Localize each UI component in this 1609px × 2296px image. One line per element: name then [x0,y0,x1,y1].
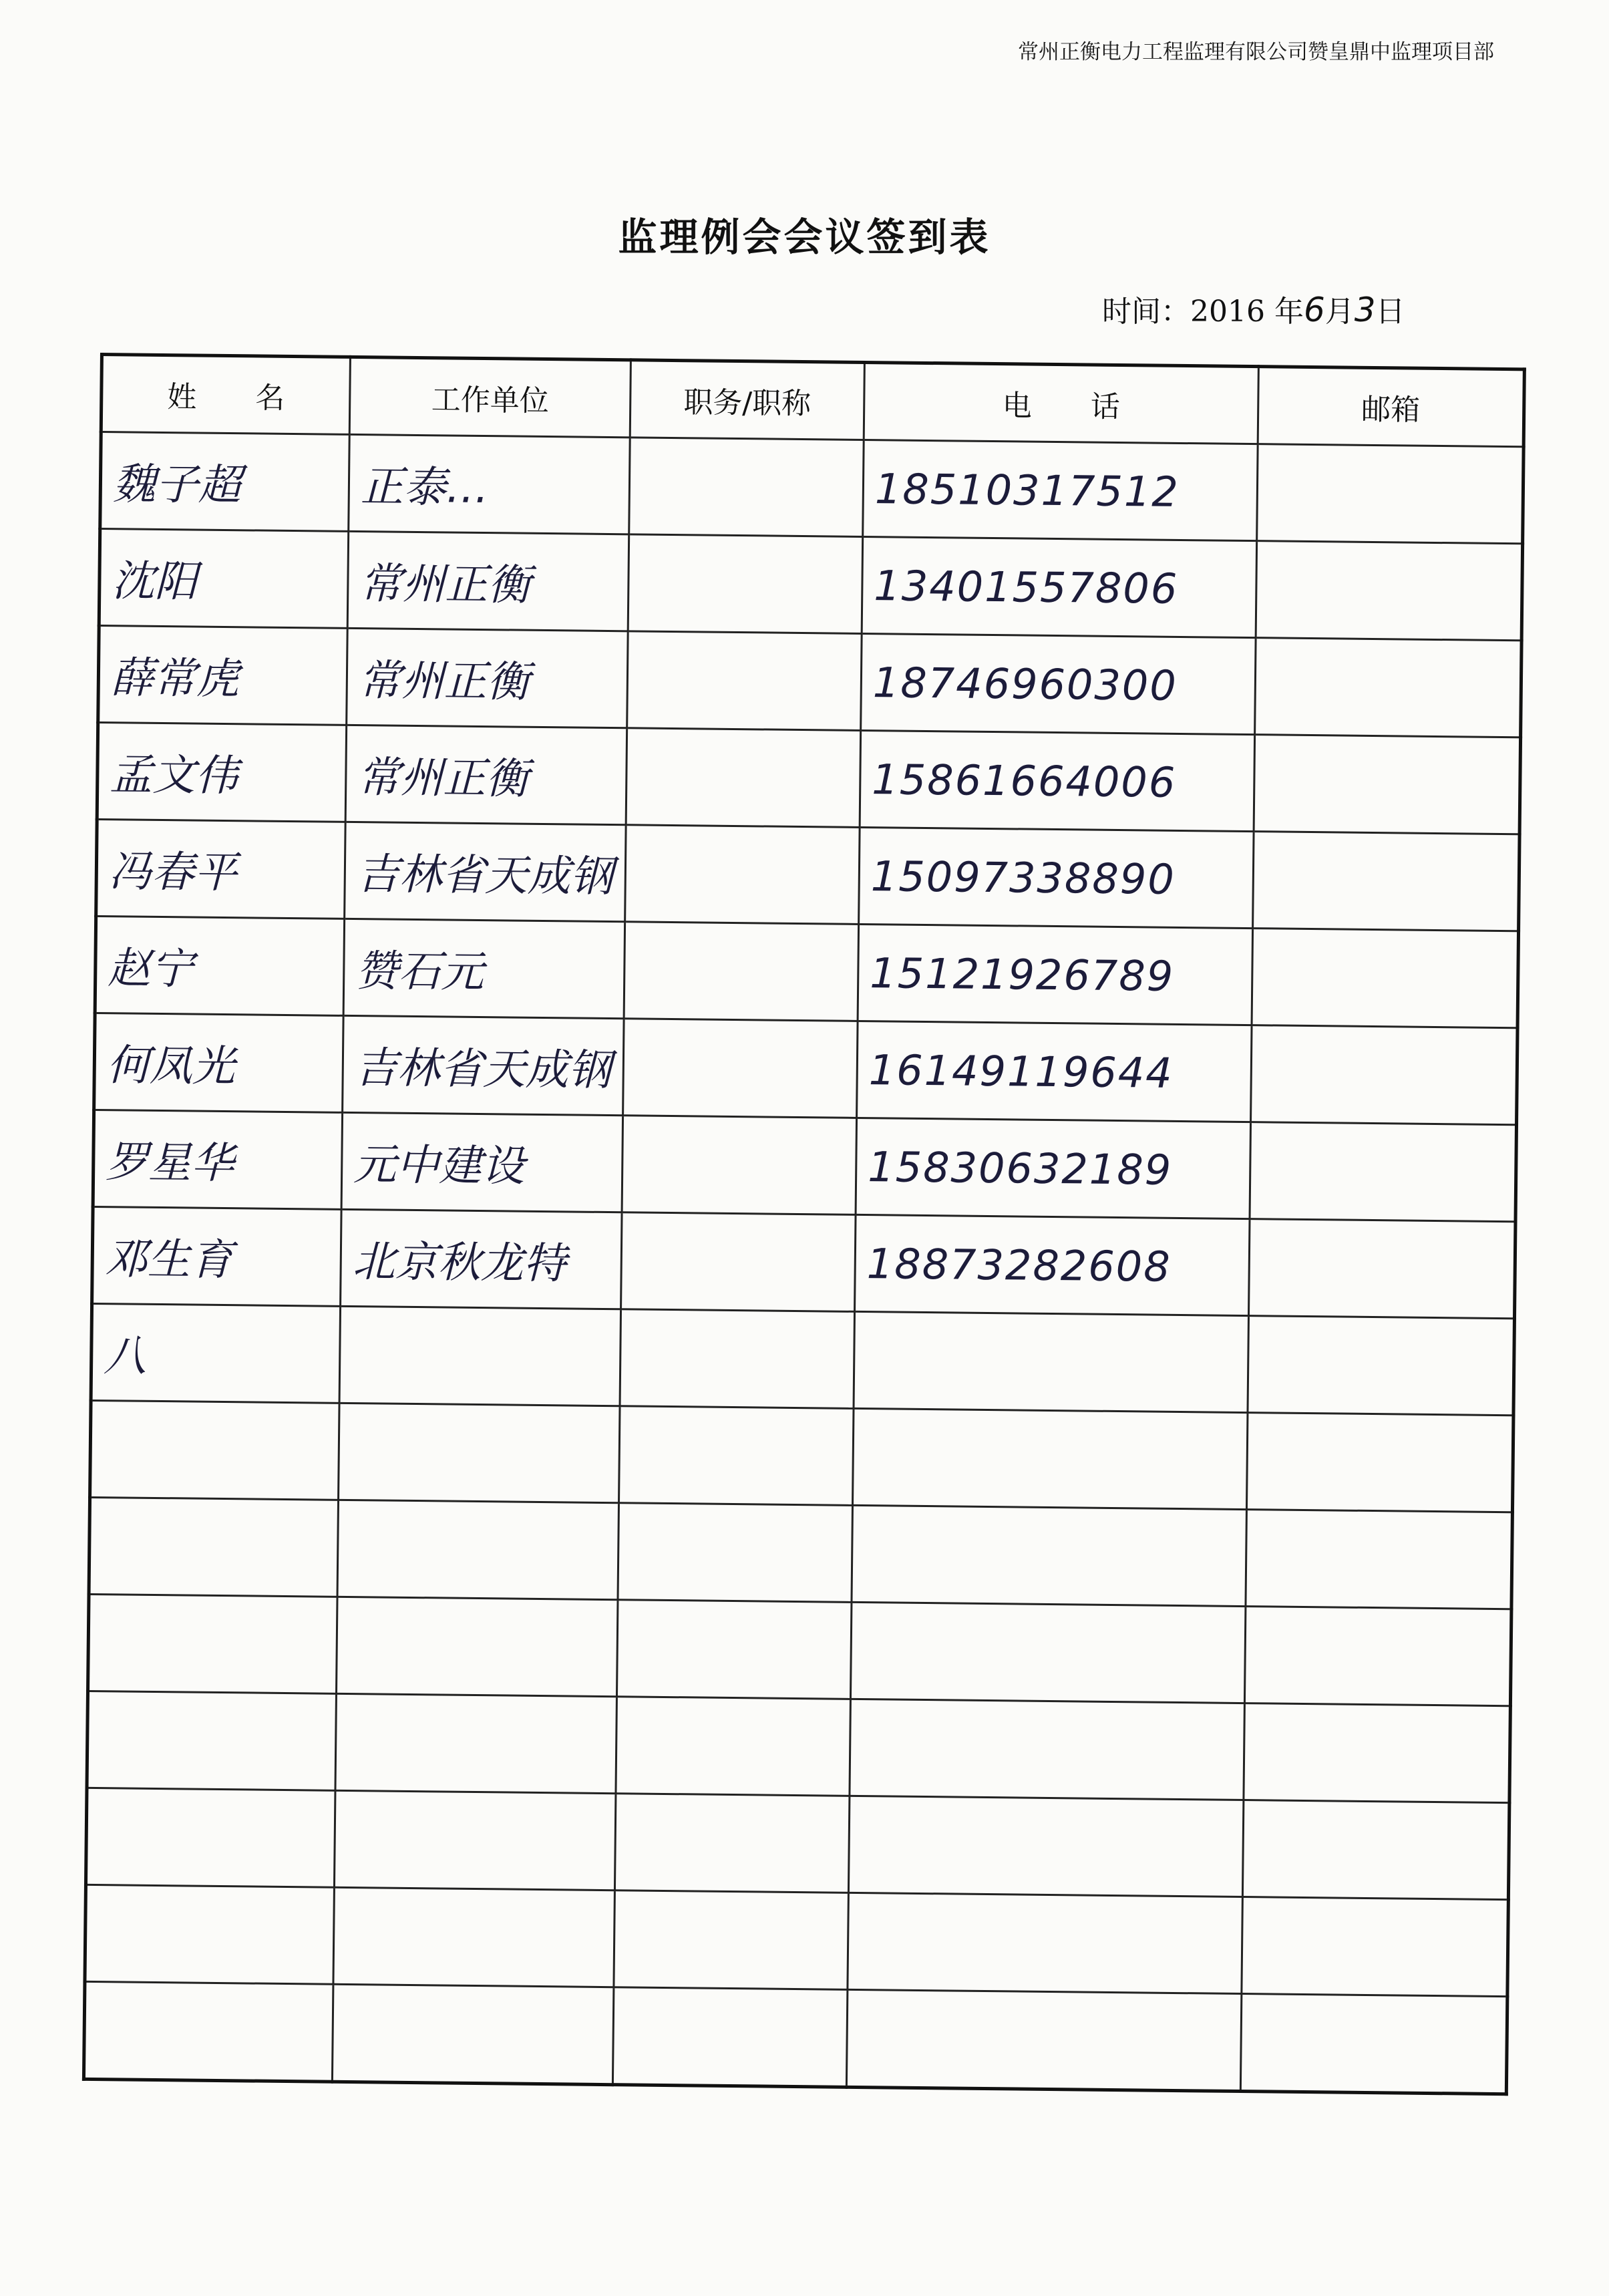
meeting-date [1102,287,1405,330]
cell-email [1256,541,1522,641]
cell-unit [337,1500,618,1599]
table-body [83,432,1524,2094]
table-header-row [101,355,1524,447]
cell-unit [339,1306,620,1406]
cell-email [1246,1510,1512,1609]
cell-name [83,1981,333,2082]
date-day-unit: 日 [1375,295,1405,329]
cell-position [623,1019,858,1118]
cell-phone: 15830632189 [856,1118,1250,1218]
cell-unit: 吉林省天成钢 [343,1015,624,1115]
date-month-unit: 月 [1324,295,1355,329]
cell-phone [852,1408,1247,1509]
cell-phone [852,1505,1246,1606]
cell-position [614,1794,849,1893]
header-unit: 工作单位 [349,357,631,437]
cell-position [628,534,862,634]
cell-phone: 18510317512 [863,440,1258,540]
table-row [100,432,1524,544]
cell-name [89,1497,338,1597]
cell-unit: 北京秋龙特 [341,1209,622,1309]
cell-name: 八 [91,1303,340,1403]
table-row [96,819,1519,931]
cell-unit [332,1984,614,2084]
cell-unit [333,1887,614,1987]
cell-email [1253,832,1519,931]
header-email: 邮箱 [1258,367,1524,447]
cell-email [1254,735,1520,834]
cell-unit: 常州正衡 [347,628,628,727]
table-row [91,1303,1514,1415]
cell-unit: 赞石元 [343,919,624,1018]
cell-email [1257,444,1524,544]
cell-unit: 正泰… [349,434,630,534]
date-prefix: 时间：2016 年 [1102,295,1304,329]
cell-name: 魏子超 [100,432,349,532]
table-row [93,1110,1516,1221]
cell-phone: 13401557806 [862,536,1256,637]
cell-email [1250,1122,1516,1222]
table-row [98,626,1522,737]
cell-phone: 18873282608 [855,1214,1250,1315]
document-title: 监理例会会议签到表 [618,214,991,260]
cell-unit: 吉林省天成钢 [345,822,626,921]
cell-email [1248,1316,1514,1416]
cell-email [1242,1800,1509,1900]
table-row [85,1788,1509,1899]
cell-name [85,1884,334,1984]
cell-name: 孟文伟 [97,722,346,822]
cell-phone: 16149119644 [857,1021,1252,1122]
cell-phone [850,1699,1244,1800]
cell-email [1255,638,1522,737]
signin-table [82,353,1526,2096]
cell-name: 何凤光 [94,1013,343,1112]
table-row [94,1013,1517,1124]
table-row [95,916,1518,1027]
table-row [88,1594,1511,1705]
table-row [85,1884,1508,1996]
cell-email [1246,1413,1513,1512]
cell-unit: 常州正衡 [345,725,627,824]
cell-unit: 元中建设 [341,1112,622,1212]
cell-position [626,728,860,828]
cell-position [622,1116,856,1215]
cell-position [629,438,864,537]
header-phone: 电 话 [864,362,1258,444]
cell-name: 冯春平 [96,819,345,919]
cell-phone [848,1893,1242,1993]
table-row [87,1691,1510,1802]
cell-name: 沈阳 [99,529,348,629]
cell-phone [846,1989,1241,2091]
cell-name: 赵宁 [95,916,344,1015]
table-row [89,1497,1512,1609]
cell-unit [335,1693,616,1793]
cell-name [90,1400,339,1500]
cell-name [87,1691,336,1790]
cell-phone [848,1796,1243,1897]
table-row [90,1400,1513,1512]
cell-name: 邓生育 [92,1206,341,1306]
cell-phone [854,1311,1248,1412]
cell-phone [850,1602,1245,1703]
cell-unit [336,1597,617,1696]
cell-position [627,631,862,731]
date-month: 6 [1303,291,1325,329]
cell-email [1244,1703,1510,1803]
table-row [92,1206,1515,1318]
signin-sheet [82,353,1523,2078]
cell-position [621,1212,856,1312]
cell-unit: 常州正衡 [347,531,629,631]
cell-unit [339,1403,620,1502]
cell-phone: 15861664006 [860,730,1254,831]
cell-name: 薛常虎 [98,626,347,725]
header-position: 职务/职称 [630,360,864,440]
cell-name: 罗星华 [93,1110,342,1209]
cell-position [625,825,860,925]
cell-position [619,1406,854,1506]
cell-unit [334,1790,615,1890]
cell-phone: 18746960300 [861,633,1256,734]
cell-name [85,1788,335,1887]
cell-position [614,1891,848,1990]
cell-position [612,1987,848,2088]
cell-email [1244,1607,1511,1706]
cell-email [1251,1025,1517,1125]
cell-position [616,1600,851,1699]
table-row [97,722,1520,834]
cell-position [620,1309,854,1409]
cell-position [616,1697,850,1796]
organization-header: 常州正衡电力工程监理有限公司赞皇鼎中监理项目部 [1018,40,1494,64]
cell-email [1252,929,1518,1028]
cell-name [88,1594,337,1693]
header-name: 姓 名 [101,355,350,435]
cell-position [624,922,858,1021]
cell-email [1248,1219,1515,1319]
date-day: 3 [1354,291,1376,329]
cell-phone: 15121926789 [858,924,1252,1025]
cell-phone: 15097338890 [859,827,1254,928]
table-row [83,1981,1507,2094]
table-row [99,529,1522,641]
cell-position [618,1503,852,1603]
cell-email [1242,1897,1508,1997]
cell-email [1240,1994,1507,2094]
